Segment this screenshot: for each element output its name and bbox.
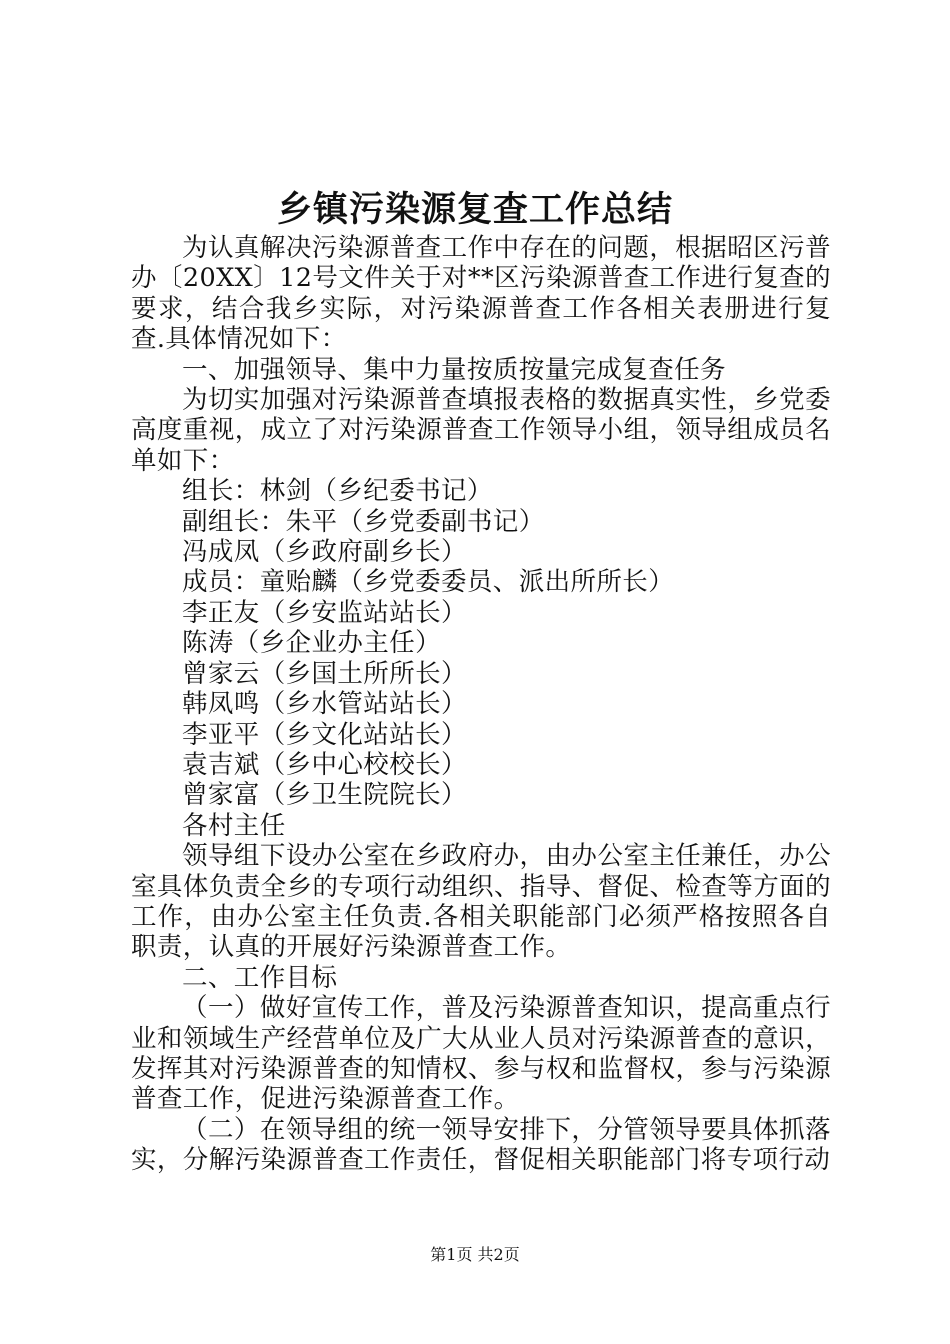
member-line: 陈涛（乡企业办主任） [182, 628, 442, 659]
body-paragraph: （一）做好宣传工作，普及污染源普查知识，提高重点行业和领域生产经营单位及广大从业人员对污染源普查的意识，发挥其对污染源普查的知情权、参与权和监督权，参与污染源普查工作，促进污染源普查工作。 [131, 993, 831, 1115]
document-body [131, 233, 831, 1176]
section-heading-1: 一、加强领导、集中力量按质按量完成复查任务 [182, 354, 726, 385]
member-line: 韩凤鸣（乡水管站站长） [182, 689, 467, 720]
member-line: 李亚平（乡文化站站长） [182, 719, 467, 750]
member-line: 副组长：朱平（乡党委副书记） [182, 506, 545, 537]
member-line: 冯成凤（乡政府副乡长） [182, 537, 467, 568]
member-line: 成员：童贻麟（乡党委委员、派出所所长） [182, 567, 675, 598]
member-line: 曾家富（乡卫生院院长） [182, 780, 467, 811]
member-line: 各村主任 [182, 810, 286, 841]
body-paragraph: 为切实加强对污染源普查填报表格的数据真实性，乡党委高度重视，成立了对污染源普查工作领导小组，领导组成员名单如下： [131, 385, 831, 476]
page-footer: 第1页 共2页 [430, 1245, 520, 1264]
body-paragraph: 领导组下设办公室在乡政府办，由办公室主任兼任，办公室具体负责全乡的专项行动组织、指导、督促、检查等方面的工作，由办公室主任负责.各相关职能部门必须严格按照各自职责，认真的开展好污染源普查工作。 [131, 841, 831, 963]
section-heading-2: 二、工作目标 [182, 962, 338, 993]
document-title: 乡镇污染源复查工作总结 [276, 189, 673, 230]
member-line: 曾家云（乡国土所所长） [182, 658, 467, 689]
member-line: 组长：林剑（乡纪委书记） [182, 476, 493, 507]
member-line: 袁吉斌（乡中心校校长） [182, 749, 467, 780]
intro-paragraph: 为认真解决污染源普查工作中存在的问题，根据昭区污普办〔20XX〕12号文件关于对**区污染源普查工作进行复查的要求，结合我乡实际，对污染源普查工作各相关表册进行复查.具体情况如下： [131, 233, 831, 355]
body-paragraph: （二）在领导组的统一领导安排下，分管领导要具体抓落实，分解污染源普查工作责任，督促相关职能部门将专项行动 [131, 1114, 831, 1176]
member-line: 李正友（乡安监站站长） [182, 597, 467, 628]
